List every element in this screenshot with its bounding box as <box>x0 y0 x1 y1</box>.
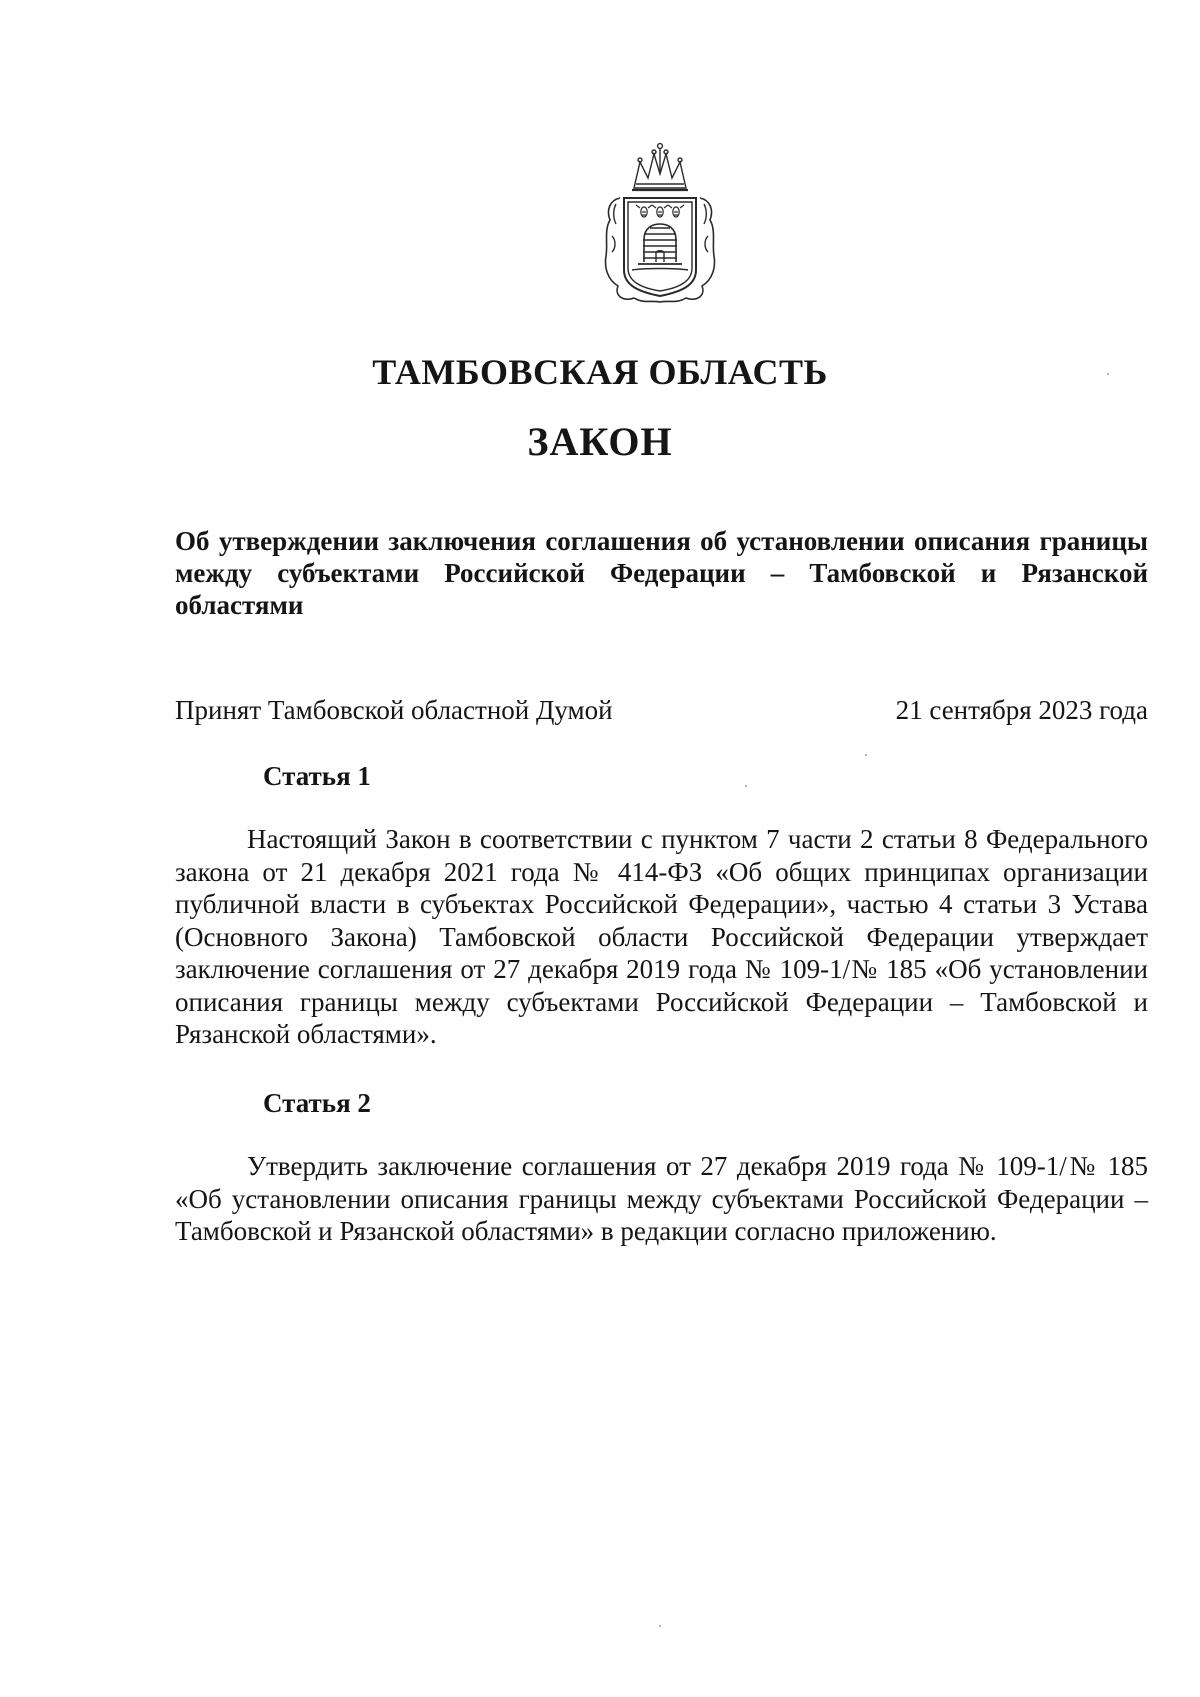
scan-speck <box>745 785 747 787</box>
law-title: Об утверждении заключения соглашения об установлении описания границы между субъектами Российской Федерации – Тамбовской и Рязанской областями <box>175 526 1148 620</box>
adoption-line <box>175 694 1148 726</box>
article-1-text: Настоящий Закон в соответствии с пунктом 7 части 2 статьи 8 Федерального закона от 21 декабря 2021 года № 414-ФЗ «Об общих принципах организации публичной власти в субъектах Российской Федерации», частью 4 статьи 3 Устава (Основного Закона) Тамбовской области Российской Федерации утверждает заключение соглашения от 27 декабря 2019 года № 109-1/№ 185 «Об установлении описания границы между субъектами Российской Федерации – Тамбовской и Рязанской областями». <box>175 824 1148 1049</box>
scan-speck <box>1107 373 1109 375</box>
article-1-heading: Статья 1 <box>263 761 371 791</box>
article-2-text: Утвердить заключение соглашения от 27 декабря 2019 года № 109-1/№ 185 «Об установлении описания границы между субъектами Российской Федерации – Тамбовской и Рязанской областями» в редакции согласно приложению. <box>175 1151 1148 1246</box>
document-type-heading: ЗАКОН <box>527 419 673 464</box>
tambov-coat-of-arms-icon <box>596 140 724 308</box>
scan-speck <box>659 1625 661 1627</box>
adoption-date: 21 сентября 2023 года <box>895 695 1148 725</box>
adopted-by-text: Принят Тамбовской областной Думой <box>175 695 613 725</box>
article-2-heading: Статья 2 <box>263 1088 371 1118</box>
region-title: ТАМБОВСКАЯ ОБЛАСТЬ <box>372 352 828 392</box>
scan-speck <box>865 754 867 756</box>
